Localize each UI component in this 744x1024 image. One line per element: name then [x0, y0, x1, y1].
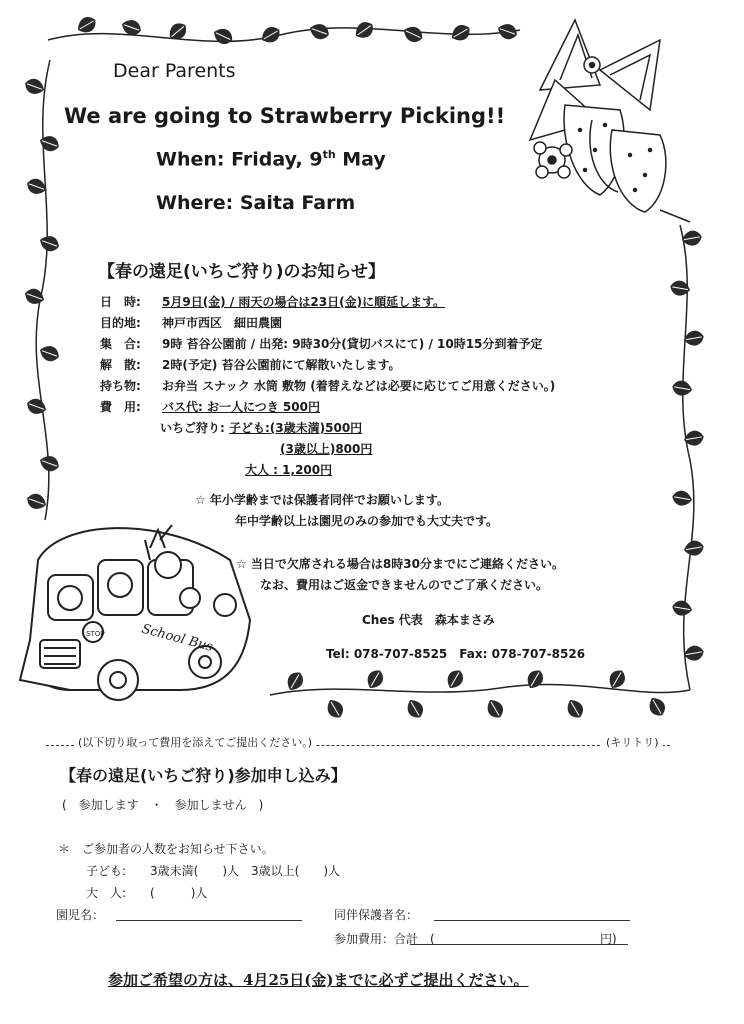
- school-bus-illustration: [20, 525, 250, 700]
- event-date: [156, 148, 386, 170]
- fee-adult-row: [100, 460, 660, 481]
- child-name-field[interactable]: [116, 904, 302, 921]
- child-name-label: 園児名：: [56, 908, 105, 922]
- detail-row: [100, 355, 660, 376]
- bus-stop-sign: STOP: [86, 631, 105, 638]
- fee-child-under3: 子ども:(3歳未満)500円: [229, 421, 363, 435]
- detail-label: 解 散:: [100, 358, 141, 372]
- note-absence: [236, 554, 564, 596]
- signature: Ches 代表 森本まさみ: [362, 613, 495, 627]
- note-line: 年中学齢以上は園児のみの参加でも大丈夫です。: [235, 514, 499, 528]
- detail-value: バス代: お一人につき 500円: [162, 400, 320, 414]
- fee-unit: 円): [600, 932, 617, 946]
- notice-title: 【春の遠足(いちご狩り)のお知らせ】: [98, 262, 386, 282]
- headcount-prompt: ＊ ご参加者の人数をお知らせ下さい。: [58, 842, 274, 856]
- notice-details: [100, 292, 660, 481]
- strawberry-illustration: [530, 20, 690, 222]
- detail-label: 目的地:: [100, 316, 141, 330]
- cut-mark: (キリトリ): [602, 734, 663, 750]
- fee-adult: 大人 : 1,200円: [245, 463, 333, 477]
- when-sup: th: [322, 148, 336, 161]
- cut-instruction: (以下切り取って費用を添えてご提出ください。): [74, 734, 316, 750]
- fee-total-field[interactable]: [410, 928, 628, 945]
- detail-row: [100, 397, 660, 418]
- vine-border-right: [669, 225, 705, 690]
- detail-row: [100, 376, 660, 397]
- bus-side-text: School Bus: [139, 621, 215, 656]
- detail-value: お弁当 スナック 水筒 敷物 (着替えなどは必要に応じてご用意ください。): [162, 379, 556, 393]
- fee-child-over3-row: [100, 439, 660, 460]
- fee-child-label: いちご狩り:: [160, 421, 225, 435]
- detail-row: [100, 313, 660, 334]
- form-title: 【春の遠足(いちご狩り)参加申し込み】: [60, 766, 347, 785]
- note-line: ☆ 年小学齢までは保護者同伴でお願いします。: [195, 493, 449, 507]
- fee-child-row: [100, 418, 660, 439]
- vine-border-top: [48, 14, 520, 48]
- adult-count-field[interactable]: 大 人: ( )人: [86, 886, 208, 900]
- fee-child-over3: (3歳以上)800円: [280, 442, 373, 456]
- vine-border-left: [23, 60, 62, 520]
- guardian-name-label: 同伴保護者名：: [334, 908, 419, 922]
- children-count-field[interactable]: 子ども: 3歳未満( )人 3歳以上( )人: [86, 864, 341, 878]
- detail-label: 持ち物:: [100, 379, 141, 393]
- detail-row: [100, 334, 660, 355]
- detail-row: [100, 292, 660, 313]
- fee-total-label: 参加費用：合計 (: [334, 932, 435, 946]
- detail-value: 9時 苔谷公園前 / 出発: 9時30分(貸切バスにて) / 10時15分到着予定: [162, 337, 543, 351]
- vine-border-bottom: [270, 667, 690, 721]
- detail-label: 集 合:: [100, 337, 141, 351]
- headline: We are going to Strawberry Picking!!: [64, 104, 506, 128]
- detail-label: 日 時:: [100, 295, 141, 309]
- note-line: なお、費用はご返金できませんのでご了承ください。: [260, 578, 549, 592]
- event-location: Where: Saita Farm: [156, 192, 356, 214]
- detail-value: 神戸市西区 細田農園: [162, 316, 283, 330]
- submission-deadline: 参加ご希望の方は、4月25日(金)までに必ずご提出ください。: [108, 971, 529, 989]
- when-prefix: When: Friday, 9: [156, 148, 323, 171]
- contact-info: Tel: 078-707-8525 Fax: 078-707-8526: [326, 647, 586, 661]
- attendance-options[interactable]: ( 参加します ・ 参加しません ): [62, 798, 264, 812]
- greeting: Dear Parents: [113, 60, 236, 82]
- when-suffix: May: [335, 148, 386, 171]
- detail-label: 費 用:: [100, 400, 141, 414]
- note-line: ☆ 当日で欠席される場合は8時30分までにご連絡ください。: [236, 557, 564, 571]
- guardian-name-field[interactable]: [434, 904, 630, 921]
- detail-value: 2時(予定) 苔谷公園前にて解散いたします。: [162, 358, 401, 372]
- detail-value: 5月9日(金) / 雨天の場合は23日(金)に順延します。: [162, 295, 446, 309]
- note-guardian: [195, 490, 498, 532]
